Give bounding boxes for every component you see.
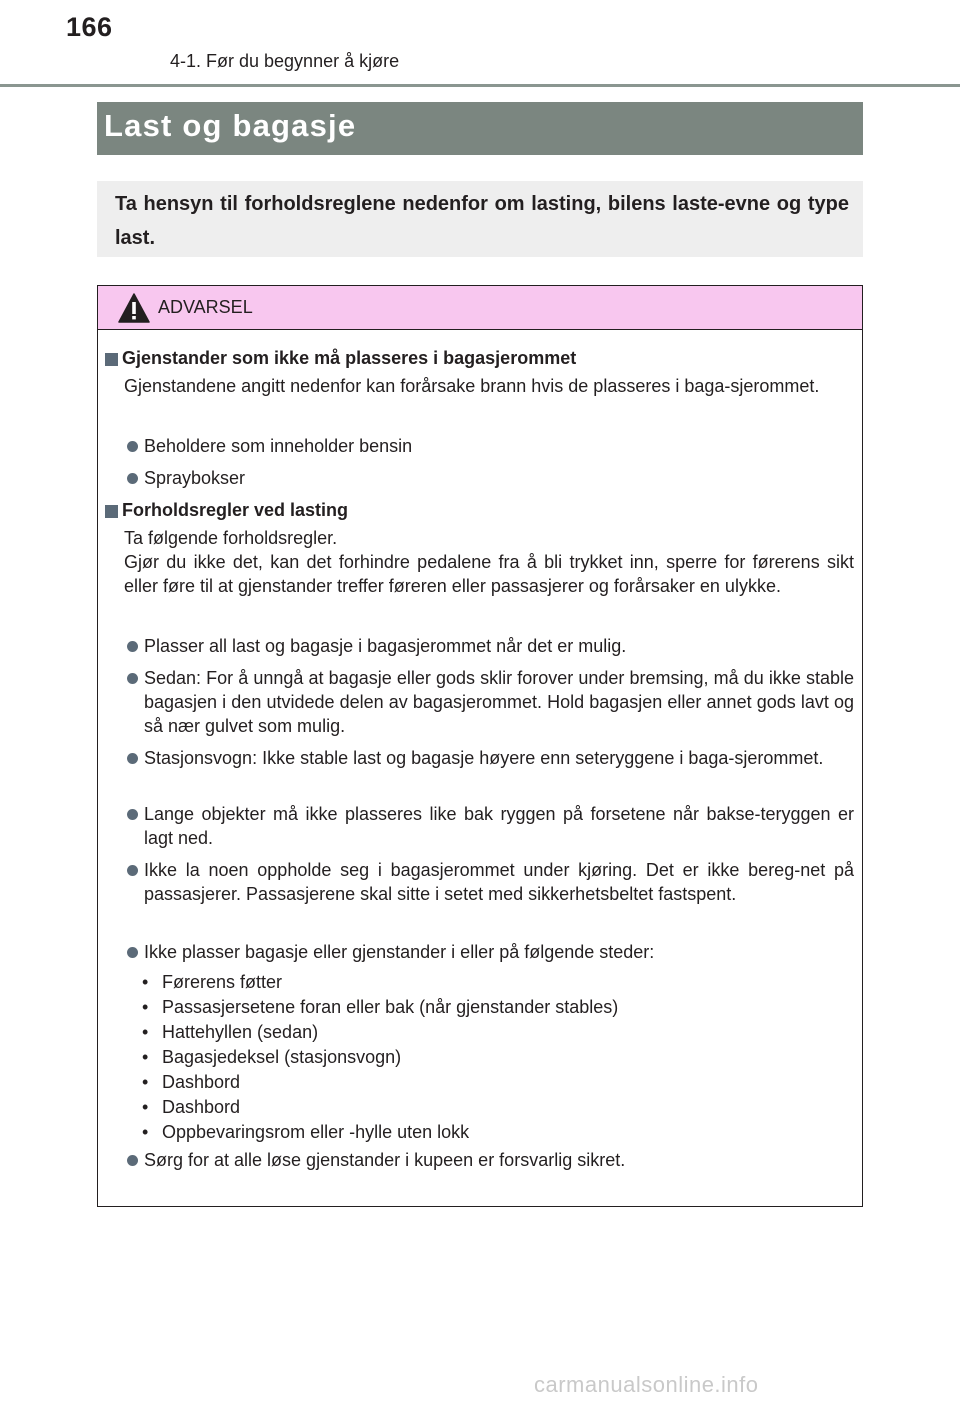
sub-list-item-text: Dashbord: [162, 1097, 241, 1117]
section-heading: Gjenstander som ikke må plasseres i bagasjerommet: [122, 348, 577, 368]
list-item-text: Beholdere som inneholder bensin: [144, 436, 413, 456]
section-heading: Forholdsregler ved lasting: [122, 500, 349, 520]
section-marker-icon: [105, 505, 118, 518]
section-text: Gjør du ikke det, kan det forhindre pedalene fra å bli trykket inn, sperre for førerens sikt eller føre til at gjenstander treffer føreren eller passasjerer og forårsaker en ulykke.: [124, 552, 854, 596]
page-number: 166: [66, 12, 113, 42]
chapter-title: 4-1. Før du begynner å kjøre: [170, 51, 400, 71]
section-text: Ta følgende forholdsregler.: [124, 528, 338, 548]
watermark: carmanualsonline.info: [534, 1372, 759, 1397]
warning-label: ADVARSEL: [158, 297, 253, 317]
sub-list-item-text: Hattehyllen (sedan): [162, 1022, 319, 1042]
bullet-icon: [127, 947, 138, 958]
sub-list-item-text: Passasjersetene foran eller bak (når gjenstander stables): [162, 997, 619, 1017]
warning-header: [98, 286, 862, 330]
section-title-bar: [97, 102, 863, 155]
list-item-text: Ikke plasser bagasje eller gjenstander i eller på følgende steder:: [144, 942, 655, 962]
sub-list-item-text: Dashbord: [162, 1072, 241, 1092]
warning-triangle-icon: [118, 293, 150, 323]
list-item-text: Ikke la noen oppholde seg i bagasjerommet under kjøring. Det er ikke bereg-net på passasjerer. Passasjerene skal sitte i setet med sikkerhetsbeltet fastspent.: [144, 860, 854, 904]
sub-list-item-text: Bagasjedeksel (stasjonsvogn): [162, 1047, 402, 1067]
intro-text: Ta hensyn til forholdsreglene nedenfor om lasting, bilens laste-evne og type last.: [115, 193, 849, 249]
bullet-icon: [127, 473, 138, 484]
bullet-icon: [127, 441, 138, 452]
bullet-icon: [127, 641, 138, 652]
section-title: Last og bagasje: [104, 108, 357, 143]
header-divider: [0, 84, 960, 87]
bullet-icon: [127, 865, 138, 876]
sub-list-item-text: Førerens føtter: [162, 972, 283, 992]
sub-list-item: [142, 1070, 240, 1094]
warning-box: [97, 285, 863, 1207]
list-item-text: Lange objekter må ikke plasseres like bak ryggen på forsetene når bakse-teryggen er lagt ned.: [144, 804, 854, 848]
list-item-text: Spraybokser: [144, 468, 246, 488]
section-text: Gjenstandene angitt nedenfor kan forårsake brann hvis de plasseres i baga-sjerommet.: [124, 376, 820, 396]
bullet-icon: [127, 753, 138, 764]
bullet-icon: [127, 673, 138, 684]
sub-list-item: [142, 970, 282, 994]
sub-list-item: [142, 995, 618, 1019]
sub-list-item: [142, 1020, 318, 1044]
page-header: [0, 0, 960, 90]
list-item-text: Sedan: For å unngå at bagasje eller gods sklir forover under bremsing, må du ikke stable bagasjen i den utvidede delen av bagasjerommet. Hold bagasjen eller annet gods lavt og så nær gulvet som mulig.: [144, 668, 854, 736]
sub-list-item: [142, 1095, 240, 1119]
bullet-icon: [127, 1155, 138, 1166]
list-item-text: Sørg for at alle løse gjenstander i kupeen er forsvarlig sikret.: [144, 1150, 626, 1170]
bullet-icon: [127, 809, 138, 820]
list-item-text: Stasjonsvogn: Ikke stable last og bagasje høyere enn seteryggene i baga-sjerommet.: [144, 748, 824, 768]
sub-list-item-text: Oppbevaringsrom eller -hylle uten lokk: [162, 1122, 470, 1142]
sub-list-item: [142, 1120, 469, 1144]
section-marker-icon: [105, 353, 118, 366]
sub-list-item: [142, 1045, 401, 1069]
list-item-text: Plasser all last og bagasje i bagasjerommet når det er mulig.: [144, 636, 627, 656]
intro-box: [97, 181, 863, 257]
